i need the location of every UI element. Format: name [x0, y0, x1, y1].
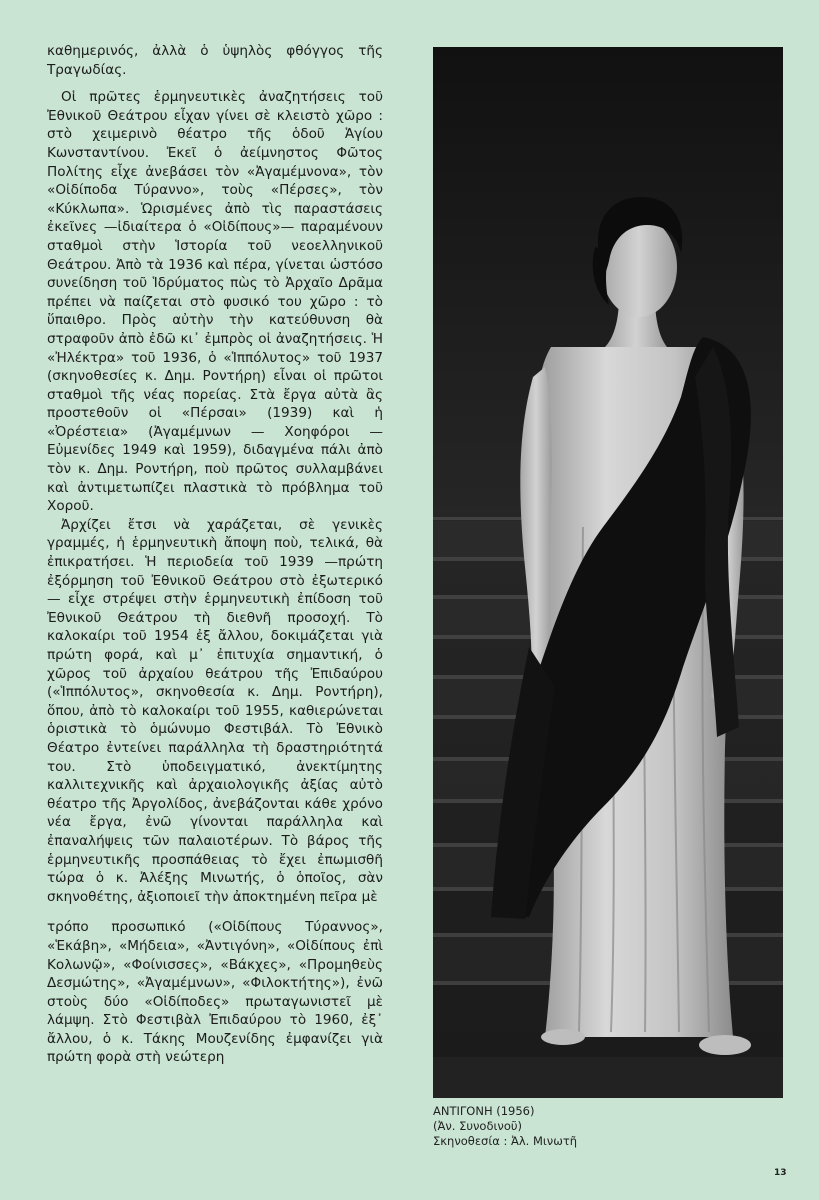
- photo-caption: [433, 1104, 773, 1149]
- caption-director: Σκηνοθεσία : Ἀλ. Μινωτῆ: [433, 1134, 578, 1148]
- paragraph-2: Οἱ πρῶτες ἑρμηνευτικὲς ἀναζητήσεις τοῦ Ἐθνικοῦ Θεάτρου εἶχαν γίνει σὲ κλειστὸ χῶρο : στὸ χειμερινὸ θέατρο τῆς ὁδοῦ Ἁγίου Κωνσταντίνου. Ἐκεῖ ὁ ἀείμνηστος Φῶτος Πολίτης εἶχε ἀνεβάσει τὸν «Ἀγαμέμνονα», τὸν «Οἰδίποδα Τύραννο», τοὺς «Πέρσες», τὸν «Κύκλωπα». Ὡρισμένες ἀπὸ τὶς παραστάσεις ἐκεῖνες —ἰδιαίτερα ὁ «Οἰδίπους»— παραμένουν σταθμοὶ στὴν Ἱστορία τοῦ νεοελληνικοῦ Θεάτρου. Ἀπὸ τὰ 1936 καὶ πέρα, γίνεται ὡστόσο συνείδηση τοῦ Ἱδρύματος πὼς τὸ Ἀρχαῖο Δρᾶμα πρέπει νὰ παίζεται στὸ φυσικό του χῶρο : τὸ ὕπαιθρο. Πρὸς αὐτὴν τὴν κατεύθυνση θὰ στραφοῦν ἀπὸ ἐδῶ κι᾿ ἐμπρὸς οἱ ἀναζητήσεις. Ἡ «Ἠλέκτρα» τοῦ 1936, ὁ «Ἱππόλυτος» τοῦ 1937 (σκηνοθεσίες κ. Δημ. Ροντήρη) εἶναι οἱ πρῶτοι σταθμοὶ τῆς νέας πορείας. Στὰ ἔργα αὐτὰ ἂς προστεθοῦν οἱ «Πέρσαι» (1939) καὶ ἡ «Ὀρέστεια» (Ἀγαμέμνων — Χοηφόροι — Εὐμενίδες 1949 καὶ 1959), διδαγμένα πάλι ἀπὸ τὸν κ. Δημ. Ροντήρη, ποὺ πρῶτος συλλαμβάνει καὶ ἀντιμετωπίζει πλαστικὰ τὸ πρόβλημα τοῦ Χοροῦ.: [47, 89, 383, 515]
- antigone-photograph: [433, 47, 783, 1098]
- article-column: [47, 42, 383, 1067]
- caption-actress: (Ἀν. Συνοδινοῦ): [433, 1119, 522, 1133]
- paragraph-1: καθημερινός, ἀλλὰ ὁ ὑψηλὸς φθόγγος τῆς Τραγωδίας.: [47, 43, 383, 78]
- page-number: 13: [774, 1168, 787, 1178]
- caption-title: ΑΝΤΙΓΟΝΗ (1956): [433, 1104, 535, 1118]
- paragraph-4: τρόπο προσωπικό («Οἰδίπους Τύραννος», «Ἑκάβη», «Μήδεια», «Ἀντιγόνη», «Οἰδίπους ἐπὶ Κολωνῷ», «Φοίνισσες», «Βάκχες», «Προμηθεὺς Δεσμώτης», «Ἀγαμέμνων», «Φιλοκτήτης»), ἐνῶ στοὺς δύο «Οἰδίποδες» πρωταγωνιστεῖ μὲ λάμψη. Στὸ Φεστιβὰλ Ἐπιδαύρου τὸ 1960, ἐξ᾿ ἄλλου, ὁ κ. Τάκης Μουζενίδης ἐμφανίζει γιὰ πρώτη φορὰ στὴ νεώτερη: [47, 919, 383, 1066]
- paragraph-3: Ἀρχίζει ἔτσι νὰ χαράζεται, σὲ γενικὲς γραμμές, ἡ ἑρμηνευτικὴ ἄποψη ποὺ, τελικά, θὰ ἐπικρατήσει. Ἡ περιοδεία τοῦ 1939 —πρώτη ἐξόρμηση τοῦ Ἐθνικοῦ Θεάτρου στὸ ἐξωτερικό— εἶχε στρέψει στὴν ἑρμηνευτικὴ ἐπίδοση τοῦ Ἐθνικοῦ Θεάτρου τὴ διεθνῆ προσοχή. Τὸ καλοκαίρι τοῦ 1954 ἐξ ἄλλου, δοκιμάζεται γιὰ πρώτη φορά, καὶ μ᾿ ἐπιτυχία σημαντική, ὁ χῶρος τοῦ ἀρχαίου θεάτρου τῆς Ἐπιδαύρου («Ἱππόλυτος», σκηνοθεσία κ. Δημ. Ροντήρη), ὅπου, ἀπὸ τὸ καλοκαίρι τοῦ 1955, καθιερώνεται ὁριστικὰ τὸ ὁμώνυμο Φεστιβάλ. Τὸ Ἐθνικὸ Θέατρο ἐντείνει παράλληλα τὴ δραστηριότητά του. Στὸ ὑποδειγματικό, ἀνεκτίμητης καλλιτεχνικῆς καὶ ἀρχαιολογικῆς ἀξίας αὐτὸ θέατρο τῆς Ἀργολίδος, ἀνεβάζονται κάθε χρόνο νέα ἔργα, ἐνῶ γίνονται παράλληλα καὶ ἐπαναλήψεις τῶν παλαιοτέρων. Τὸ βάρος τῆς ἑρμηνευτικῆς προσπάθειας τὸ ἔχει ἐπωμισθῆ τώρα ὁ κ. Ἀλέξης Μινωτής, ὁ ὁποῖος, σὰν σκηνοθέτης, ἀξιοποιεῖ τὴν ἀποκτημένη πεῖρα μὲ: [47, 516, 383, 905]
- actress-figure-illustration: [433, 47, 783, 1098]
